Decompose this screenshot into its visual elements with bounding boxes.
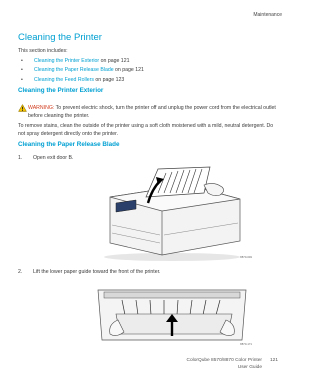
- step-text: Lift the lower paper guide toward the front of the printer.: [33, 269, 161, 275]
- section-toc: [18, 57, 144, 85]
- toc-item: [18, 66, 144, 75]
- bullet-icon: •: [21, 58, 23, 64]
- toc-page-ref: on page 121: [113, 67, 144, 74]
- step-number: 2.: [18, 269, 23, 275]
- warning-text: To prevent electric shock, turn the printer off and unplug the power cord from the electrical outlet before cleaning the printer.: [28, 105, 276, 119]
- release-blade-heading: Cleaning the Paper Release Blade: [18, 141, 120, 148]
- bullet-icon: •: [21, 67, 23, 74]
- toc-page-ref: on page 121: [99, 58, 130, 64]
- exterior-heading: Cleaning the Printer Exterior: [18, 87, 104, 94]
- toc-link-release-blade[interactable]: Cleaning the Paper Release Blade: [34, 67, 114, 74]
- exterior-instructions: To remove stains, clean the outside of the printer using a soft cloth moistened with a mild, neutral detergent. Do not spray detergent directly onto the printer.: [18, 123, 274, 137]
- bullet-icon: •: [21, 76, 23, 83]
- running-header: Maintenance: [253, 12, 282, 18]
- toc-item: [18, 57, 144, 66]
- paper-guide-illustration: [92, 280, 252, 348]
- warning-label: WARNING:: [28, 105, 55, 111]
- warning-notice: [18, 105, 280, 120]
- figure-open-exit-door: [92, 163, 252, 263]
- printer-illustration: [92, 163, 252, 263]
- toc-link-exterior[interactable]: Cleaning the Printer Exterior: [34, 58, 100, 64]
- figure-code: 8870-049: [240, 255, 252, 259]
- step-text: Open exit door B.: [33, 155, 74, 161]
- step-2: [18, 269, 160, 275]
- page-footer: [187, 358, 278, 372]
- toc-link-feed-rollers[interactable]: Cleaning the Feed Rollers: [34, 76, 94, 83]
- toc-item: [18, 76, 144, 85]
- footer-guide: User Guide: [237, 364, 262, 370]
- footer-product: ColorQube 8570/8870 Color Printer: [186, 358, 262, 363]
- toc-page-ref: on page 123: [93, 76, 125, 83]
- page-number: 121: [269, 358, 278, 363]
- step-1: [18, 155, 73, 161]
- figure-lift-paper-guide: [92, 280, 252, 348]
- page-title: Cleaning the Printer: [18, 32, 102, 43]
- step-number: 1.: [18, 155, 23, 161]
- figure-code: 8870-171: [240, 342, 252, 346]
- section-intro: This section includes:: [18, 48, 68, 54]
- warning-icon: [18, 104, 27, 112]
